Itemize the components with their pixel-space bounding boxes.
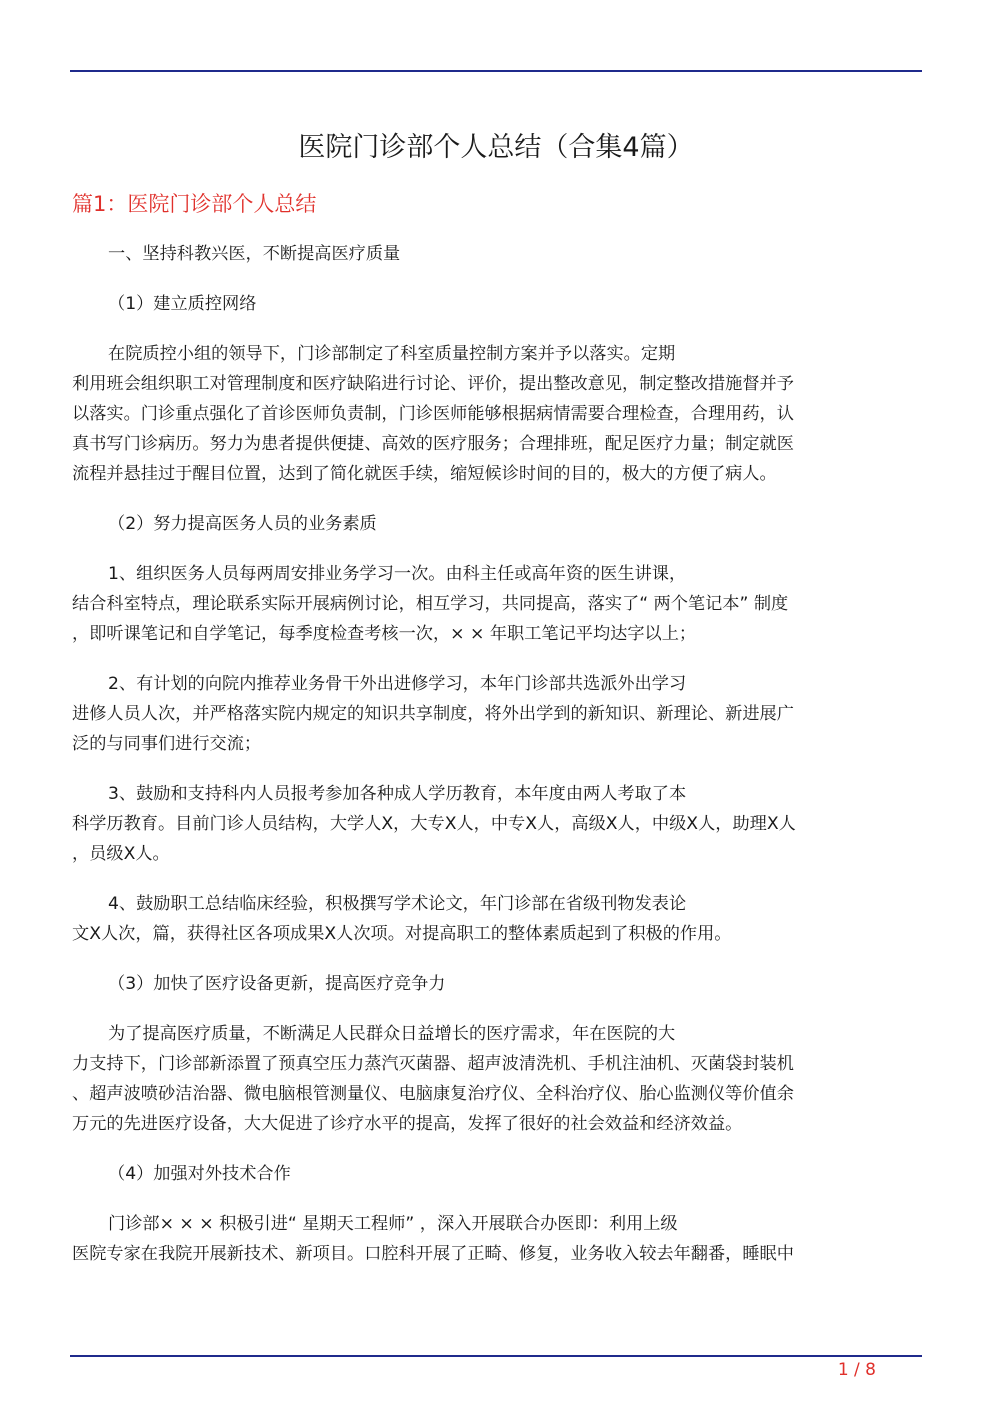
paragraph-line [72,969,922,999]
line-text: 进修人员人次，并严格落实院内规定的知识共享制度，将外出学到的新知识、新理论、新进展广 [72,704,794,724]
line-text: 文X人次，篇，获得社区各项成果X人次项。对提高职工的整体素质起到了积极的作用。 [72,924,732,944]
paragraph [72,559,922,649]
line-text: 在院质控小组的领导下，门诊部制定了科室质量控制方案并予以落实。定期 [108,344,676,364]
line-text: 结合科室特点，理论联系实际开展病例讨论，相互学习，共同提高，落实了“ 两个笔记本” 制度 [72,594,789,614]
page-number: 1 / 8 [837,1360,876,1380]
document-body [72,239,922,1289]
paragraph [72,779,922,869]
paragraph [72,969,922,999]
line-text: 泛的与同事们进行交流； [72,734,262,754]
paragraph [72,1159,922,1189]
line-text: 真书写门诊病历。努力为患者提供便捷、高效的医疗服务；合理排班，配足医疗力量；制定就医 [72,434,794,454]
line-text: 3、鼓励和支持科内人员报考参加各种成人学历教育，本年度由两人考取了本 [108,784,687,804]
paragraph [72,889,922,949]
paragraph-line [72,559,922,589]
paragraph [72,1019,922,1139]
paragraph-line [72,779,922,809]
paragraph-line [72,399,922,429]
paragraph-line [72,459,922,489]
paragraph-line [72,1079,922,1109]
line-text: 万元的先进医疗设备，大大促进了诊疗水平的提高，发挥了很好的社会效益和经济效益。 [72,1114,743,1134]
line-text: 医院专家在我院开展新技术、新项目。口腔科开展了正畸、修复，业务收入较去年翻番，睡眠中 [72,1244,794,1264]
header-rule [70,70,922,72]
paragraph-line [72,669,922,699]
line-text: 为了提高医疗质量，不断满足人民群众日益增长的医疗需求，年在医院的大 [108,1024,676,1044]
paragraph-line [72,369,922,399]
paragraph-line [72,509,922,539]
paragraph-line [72,339,922,369]
line-text: 、超声波喷砂洁治器、微电脑根管测量仪、电脑康复治疗仪、全科治疗仪、胎心监测仪等价值余 [72,1084,794,1104]
section-heading: 篇1：医院门诊部个人总结 [72,192,317,216]
line-text: 以落实。门诊重点强化了首诊医师负责制，门诊医师能够根据病情需要合理检查，合理用药，认 [72,404,794,424]
paragraph-line [72,239,922,269]
paragraph-line [72,1019,922,1049]
line-text: （1）建立质控网络 [108,294,257,314]
paragraph-line [72,889,922,919]
line-text: 利用班会组织职工对管理制度和医疗缺陷进行讨论、评价，提出整改意见，制定整改措施督并予 [72,374,794,394]
paragraph-line [72,699,922,729]
line-text: 门诊部× × × 积极引进“ 星期天工程师” ，深入开展联合办医即：利用上级 [108,1214,678,1234]
paragraph [72,289,922,319]
line-text: 流程并悬挂过于醒目位置，达到了简化就医手续，缩短候诊时间的目的，极大的方便了病人。 [72,464,777,484]
paragraph-line [72,429,922,459]
line-text: ，即听课笔记和自学笔记，每季度检查考核一次，× × 年职工笔记平均达字以上； [72,624,697,644]
paragraph-line [72,809,922,839]
line-text: （4）加强对外技术合作 [108,1164,291,1184]
paragraph-line [72,729,922,759]
paragraph-line [72,919,922,949]
paragraph-line [72,589,922,619]
paragraph [72,1209,922,1269]
paragraph [72,509,922,539]
paragraph-line [72,1049,922,1079]
paragraph-line [72,839,922,869]
paragraph-line [72,619,922,649]
paragraph-line [72,1109,922,1139]
paragraph [72,339,922,489]
line-text: 力支持下，门诊部新添置了预真空压力蒸汽灭菌器、超声波清洗机、手机注油机、灭菌袋封装机 [72,1054,794,1074]
paragraph [72,239,922,269]
paragraph-line [72,1209,922,1239]
paragraph-line [72,289,922,319]
footer-rule [70,1355,922,1357]
line-text: ，员级X人。 [72,844,170,864]
document-title: 医院门诊部个人总结（合集4篇） [298,132,694,163]
line-text: 一、坚持科教兴医，不断提高医疗质量 [108,244,401,264]
paragraph-line [72,1159,922,1189]
line-text: 4、鼓励职工总结临床经验，积极撰写学术论文，年门诊部在省级刊物发表论 [108,894,687,914]
line-text: （2）努力提高医务人员的业务素质 [108,514,377,534]
paragraph [72,669,922,759]
line-text: 2、有计划的向院内推荐业务骨干外出进修学习，本年门诊部共选派外出学习 [108,674,687,694]
paragraph-line [72,1239,922,1269]
line-text: 科学历教育。目前门诊人员结构，大学人X，大专X人，中专X人，高级X人，中级X人，助理X人 [72,814,796,834]
line-text: 1、组织医务人员每两周安排业务学习一次。由科主任或高年资的医生讲课， [108,564,687,584]
line-text: （3）加快了医疗设备更新，提高医疗竞争力 [108,974,446,994]
